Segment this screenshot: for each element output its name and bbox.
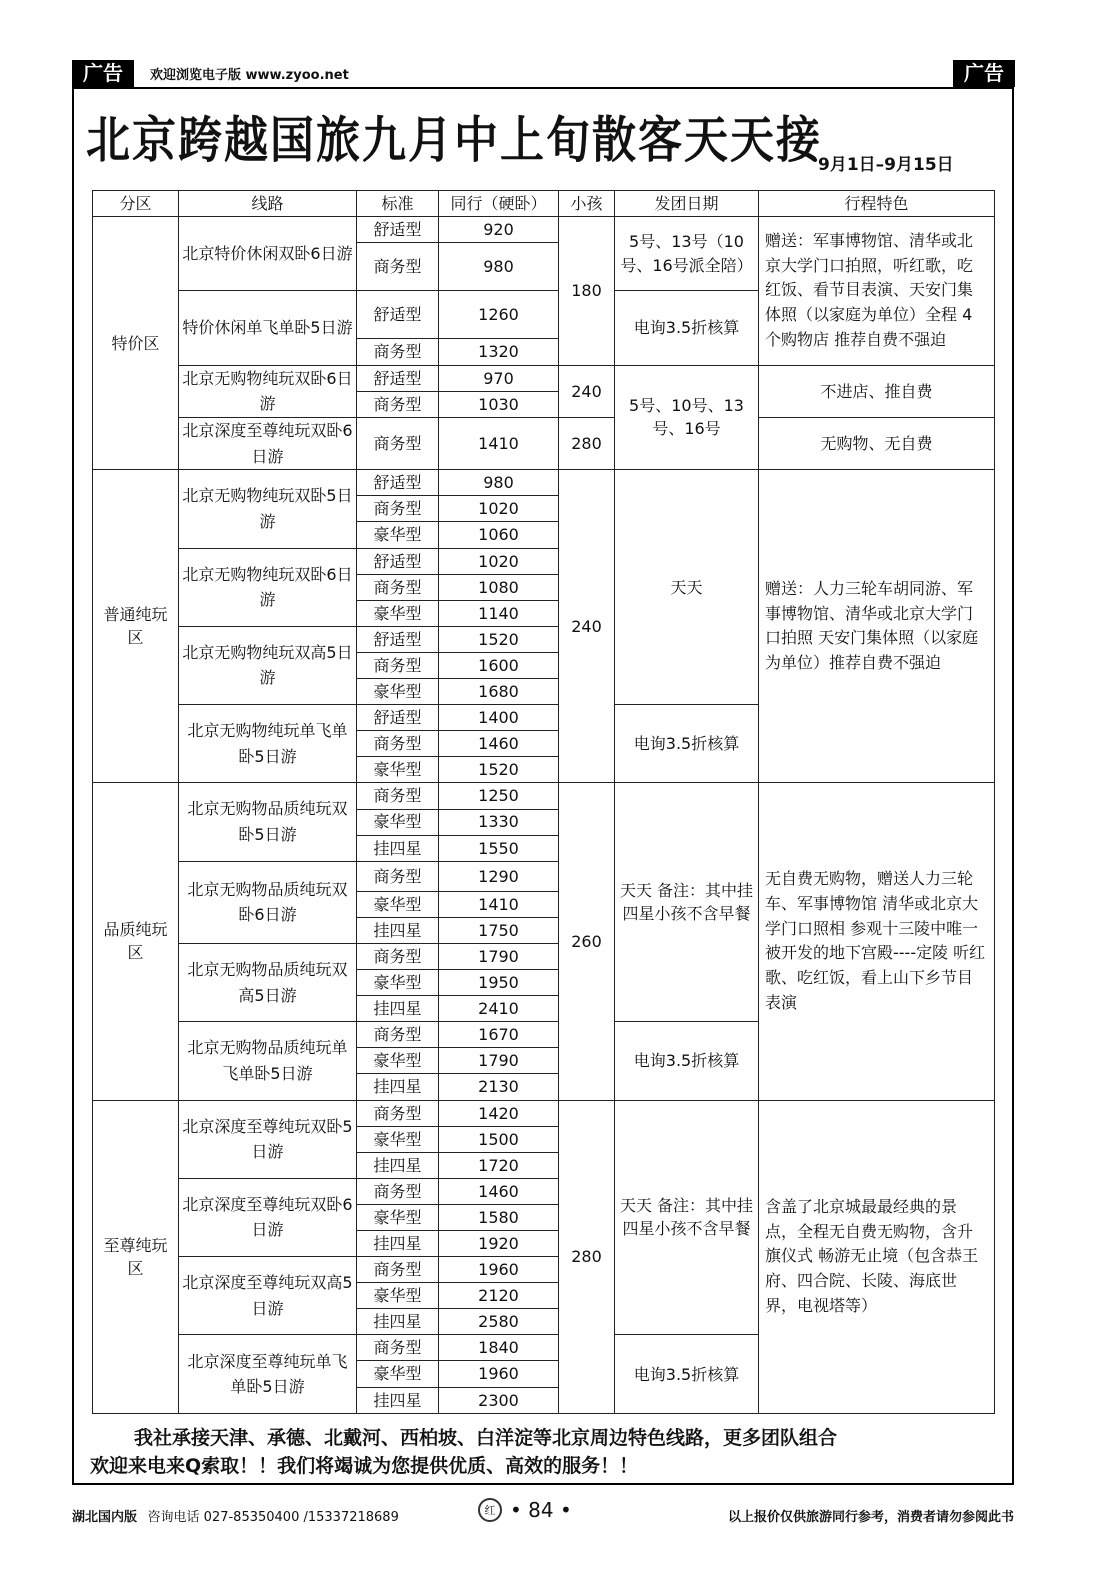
- price-cell: 1020: [439, 496, 559, 522]
- disclaimer: 以上报价仅供旅游同行参考，消费者请勿参阅此书: [727, 1510, 1014, 1525]
- price-cell: 1520: [439, 626, 559, 652]
- footer-note: [90, 1424, 1000, 1480]
- standard-cell: 商务型: [357, 943, 439, 969]
- standard-cell: 商务型: [357, 861, 439, 891]
- price-cell: 1790: [439, 1048, 559, 1074]
- feature-cell: 含盖了北京城最最经典的景点，全程无自费无购物，含升旗仪式 畅游无止境（包含恭王府、四合院、长陵、海底世界，电视塔等）: [759, 1100, 995, 1413]
- price-cell: 980: [439, 243, 559, 291]
- standard-cell: 挂四星: [357, 1074, 439, 1100]
- standard-cell: 舒适型: [357, 365, 439, 391]
- price-cell: 1290: [439, 861, 559, 891]
- standard-cell: 舒适型: [357, 217, 439, 243]
- edition-label: 湖北国内版: [72, 1510, 138, 1525]
- standard-cell: 豪华型: [357, 679, 439, 705]
- route-cell: 北京深度至尊纯玩双高5日游: [179, 1257, 357, 1335]
- footer-note-line2: 欢迎来电来Q索取！！我们将竭诚为您提供优质、高效的服务！！: [90, 1455, 639, 1477]
- zone-cell: 品质纯玩区: [93, 783, 179, 1100]
- price-cell: 1720: [439, 1152, 559, 1178]
- route-cell: 北京无购物纯玩双卧5日游: [179, 470, 357, 548]
- child-price-cell: 260: [559, 783, 615, 1100]
- child-price-cell: 280: [559, 417, 615, 469]
- col-standard: 标准: [357, 191, 439, 217]
- departure-cell: 5号、10号、13号、16号: [615, 365, 759, 470]
- child-price-cell: 280: [559, 1100, 615, 1413]
- col-child: 小孩: [559, 191, 615, 217]
- standard-cell: 商务型: [357, 417, 439, 469]
- standard-cell: 豪华型: [357, 891, 439, 917]
- price-cell: 1600: [439, 652, 559, 678]
- price-cell: 1320: [439, 339, 559, 365]
- standard-cell: 豪华型: [357, 1204, 439, 1230]
- standard-cell: 豪华型: [357, 1361, 439, 1387]
- price-cell: 2120: [439, 1283, 559, 1309]
- standard-cell: 豪华型: [357, 1048, 439, 1074]
- price-cell: 2580: [439, 1309, 559, 1335]
- zone-cell: 普通纯玩区: [93, 470, 179, 783]
- page-number: • 84 •: [510, 1498, 572, 1522]
- table-row: [93, 783, 995, 809]
- departure-cell: 电询3.5折核算: [615, 1022, 759, 1100]
- standard-cell: 舒适型: [357, 626, 439, 652]
- standard-cell: 舒适型: [357, 291, 439, 339]
- price-cell: 1670: [439, 1022, 559, 1048]
- route-cell: 北京无购物品质纯玩双卧6日游: [179, 861, 357, 943]
- price-cell: 1260: [439, 291, 559, 339]
- price-cell: 1400: [439, 705, 559, 731]
- standard-cell: 商务型: [357, 1022, 439, 1048]
- standard-cell: 商务型: [357, 1100, 439, 1126]
- standard-cell: 挂四星: [357, 1152, 439, 1178]
- standard-cell: 豪华型: [357, 757, 439, 783]
- price-cell: 1080: [439, 574, 559, 600]
- col-route: 线路: [179, 191, 357, 217]
- route-cell: 北京深度至尊纯玩双卧6日游: [179, 417, 357, 469]
- route-cell: 北京无购物纯玩双高5日游: [179, 626, 357, 704]
- price-cell: 1960: [439, 1361, 559, 1387]
- standard-cell: 挂四星: [357, 1231, 439, 1257]
- price-cell: 2410: [439, 996, 559, 1022]
- route-cell: 北京无购物品质纯玩单飞单卧5日游: [179, 1022, 357, 1100]
- route-cell: 北京无购物品质纯玩双高5日游: [179, 943, 357, 1021]
- standard-cell: 商务型: [357, 1178, 439, 1204]
- standard-cell: 商务型: [357, 391, 439, 417]
- price-cell: 1460: [439, 731, 559, 757]
- route-cell: 北京深度至尊纯玩双卧6日游: [179, 1178, 357, 1256]
- standard-cell: 挂四星: [357, 996, 439, 1022]
- standard-cell: 商务型: [357, 496, 439, 522]
- col-zone: 分区: [93, 191, 179, 217]
- price-cell: 1250: [439, 783, 559, 809]
- route-cell: 北京深度至尊纯玩单飞单卧5日游: [179, 1335, 357, 1414]
- standard-cell: 商务型: [357, 731, 439, 757]
- standard-cell: 舒适型: [357, 548, 439, 574]
- standard-cell: 豪华型: [357, 1126, 439, 1152]
- price-cell: 1460: [439, 1178, 559, 1204]
- red-logo-icon: 红: [478, 1498, 502, 1522]
- standard-cell: 豪华型: [357, 600, 439, 626]
- footer-note-line1: 我社承接天津、承德、北戴河、西柏坡、白洋淀等北京周边特色线路，更多团队组合: [134, 1427, 838, 1449]
- standard-cell: 舒适型: [357, 470, 439, 496]
- price-cell: 1410: [439, 417, 559, 469]
- ad-badge-left: 广告: [72, 60, 134, 87]
- table-row: [93, 470, 995, 496]
- standard-cell: 豪华型: [357, 1283, 439, 1309]
- standard-cell: 舒适型: [357, 705, 439, 731]
- price-cell: 1750: [439, 917, 559, 943]
- page-title: 北京跨越国旅九月中上旬散客天天接: [86, 112, 822, 170]
- standard-cell: 商务型: [357, 652, 439, 678]
- price-cell: 2130: [439, 1074, 559, 1100]
- price-cell: 1330: [439, 809, 559, 835]
- zone-cell: 特价区: [93, 217, 179, 470]
- route-cell: 北京特价休闲双卧6日游: [179, 217, 357, 291]
- welcome-text: 欢迎浏览电子版 www.zyoo.net: [150, 68, 349, 83]
- route-cell: 北京无购物纯玩双卧6日游: [179, 365, 357, 417]
- price-cell: 1950: [439, 970, 559, 996]
- standard-cell: 挂四星: [357, 1387, 439, 1413]
- col-departure: 发团日期: [615, 191, 759, 217]
- feature-cell: 赠送：人力三轮车胡同游、军事博物馆、清华或北京大学门口拍照 天安门集体照（以家庭为单位）推荐自费不强迫: [759, 470, 995, 783]
- price-cell: 1020: [439, 548, 559, 574]
- zone-cell: 至尊纯玩区: [93, 1100, 179, 1413]
- price-cell: 920: [439, 217, 559, 243]
- price-cell: 1580: [439, 1204, 559, 1230]
- col-features: 行程特色: [759, 191, 995, 217]
- price-cell: 970: [439, 365, 559, 391]
- standard-cell: 商务型: [357, 1257, 439, 1283]
- feature-cell: 无购物、无自费: [759, 417, 995, 469]
- standard-cell: 挂四星: [357, 835, 439, 861]
- price-cell: 1060: [439, 522, 559, 548]
- departure-cell: 5号、13号（10号、16号派全陪）: [615, 217, 759, 291]
- price-cell: 1550: [439, 835, 559, 861]
- col-peer-price: 同行（硬卧）: [439, 191, 559, 217]
- child-price-cell: 240: [559, 470, 615, 783]
- standard-cell: 商务型: [357, 783, 439, 809]
- feature-cell: 赠送：军事博物馆、清华或北京大学门口拍照，听红歌，吃红饭、看节目表演、天安门集体照（以家庭为单位）全程 4 个购物店 推荐自费不强迫: [759, 217, 995, 366]
- standard-cell: 挂四星: [357, 1309, 439, 1335]
- table-row: [93, 417, 995, 434]
- standard-cell: 商务型: [357, 339, 439, 365]
- price-cell: 1500: [439, 1126, 559, 1152]
- price-cell: 1420: [439, 1100, 559, 1126]
- price-cell: 1410: [439, 891, 559, 917]
- route-cell: 北京无购物纯玩双卧6日游: [179, 548, 357, 626]
- standard-cell: 挂四星: [357, 917, 439, 943]
- price-table: [92, 190, 995, 1414]
- contact-phone: 咨询电话 027-85350400 /15337218689: [147, 1510, 399, 1525]
- departure-cell: 电询3.5折核算: [615, 291, 759, 365]
- price-cell: 980: [439, 470, 559, 496]
- departure-cell: 电询3.5折核算: [615, 705, 759, 783]
- table-row: [93, 1100, 995, 1126]
- price-cell: 1840: [439, 1335, 559, 1361]
- ad-badge-right: 广告: [953, 60, 1015, 87]
- page-number-block: [478, 1498, 572, 1522]
- price-cell: 2300: [439, 1387, 559, 1413]
- standard-cell: 豪华型: [357, 522, 439, 548]
- standard-cell: 豪华型: [357, 809, 439, 835]
- price-cell: 1920: [439, 1231, 559, 1257]
- standard-cell: 商务型: [357, 574, 439, 600]
- price-cell: 1520: [439, 757, 559, 783]
- date-range: 9月1日–9月15日: [818, 155, 954, 175]
- price-cell: 1790: [439, 943, 559, 969]
- departure-cell: 天天 备注：其中挂四星小孩不含早餐: [615, 1100, 759, 1335]
- child-price-cell: 180: [559, 217, 615, 366]
- feature-cell: 无自费无购物，赠送人力三轮车、军事博物馆 清华或北京大学门口照相 参观十三陵中唯一被开发的地下宫殿----定陵 听红歌、吃红饭，看上山下乡节目表演: [759, 783, 995, 1100]
- bottom-info: [72, 1506, 399, 1525]
- feature-cell: 不进店、推自费: [759, 365, 995, 417]
- standard-cell: 豪华型: [357, 970, 439, 996]
- child-price-cell: 240: [559, 365, 615, 417]
- price-cell: 1960: [439, 1257, 559, 1283]
- departure-cell: 天天: [615, 470, 759, 705]
- route-cell: 北京无购物纯玩单飞单卧5日游: [179, 705, 357, 783]
- price-cell: 1140: [439, 600, 559, 626]
- table-row: [93, 217, 995, 243]
- departure-cell: 电询3.5折核算: [615, 1335, 759, 1414]
- standard-cell: 商务型: [357, 1335, 439, 1361]
- route-cell: 北京无购物品质纯玩双卧5日游: [179, 783, 357, 861]
- route-cell: 北京深度至尊纯玩双卧5日游: [179, 1100, 357, 1178]
- route-cell: 特价休闲单飞单卧5日游: [179, 291, 357, 365]
- table-header-row: [93, 191, 995, 217]
- table-row: [93, 365, 995, 391]
- departure-cell: 天天 备注：其中挂四星小孩不含早餐: [615, 783, 759, 1022]
- standard-cell: 商务型: [357, 243, 439, 291]
- price-cell: 1030: [439, 391, 559, 417]
- price-cell: 1680: [439, 679, 559, 705]
